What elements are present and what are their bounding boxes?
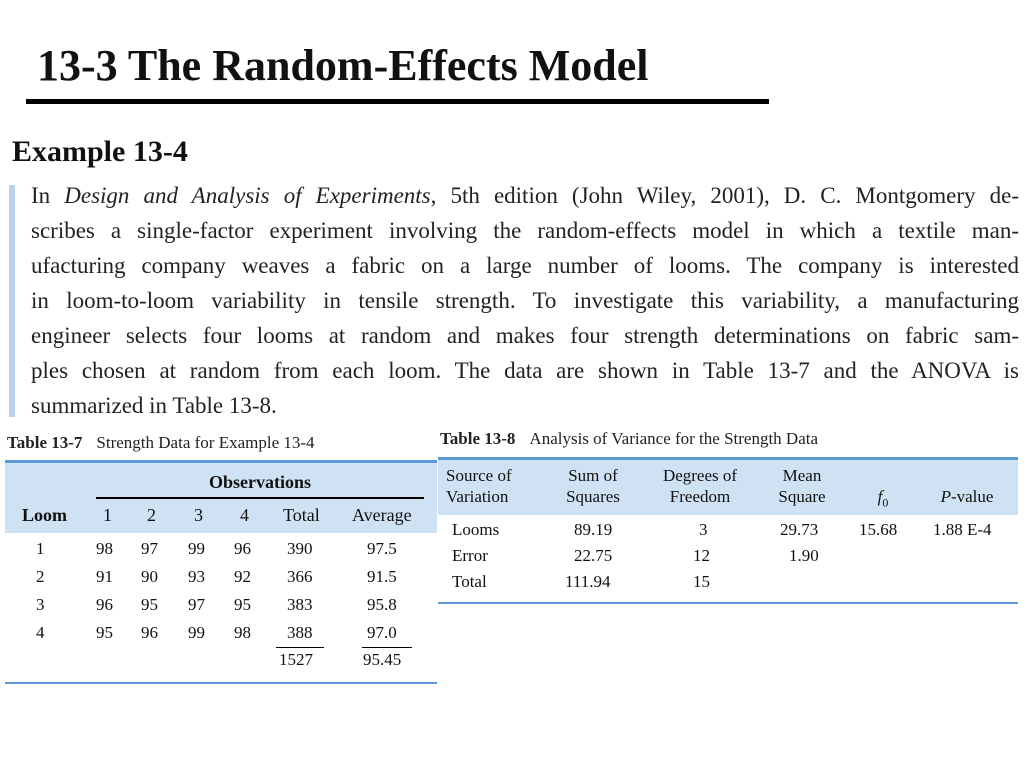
title-underline: [26, 99, 769, 104]
table7-header-obs2: 2: [147, 505, 156, 525]
table7-cell: 95: [234, 595, 251, 614]
header-line: Mean: [782, 466, 822, 485]
f-symbol: f: [877, 487, 883, 506]
table7-cell: 90: [141, 567, 158, 586]
paragraph-line: ples chosen at random from each loom. The data are shown in Table 13-7 and the ANOVA is: [31, 358, 1019, 383]
table7-header-loom: Loom: [22, 505, 67, 525]
table8-cell: 111.94: [565, 572, 611, 591]
table8-cell: 12: [693, 546, 710, 565]
table8-cell: 29.73: [780, 520, 819, 539]
table7-grand-total: 1527: [279, 650, 313, 669]
p-symbol: P: [940, 487, 951, 506]
table7-header-total: Total: [283, 505, 320, 525]
table7-header-obs3: 3: [194, 505, 203, 525]
table7-cell: 96: [141, 623, 158, 642]
paragraph-line: engineer selects four looms at random and makes four strength determinations on fabric sam-: [31, 323, 1019, 348]
table8-cell: 1.88 E-4: [933, 520, 992, 539]
table7-cell: 92: [234, 567, 251, 586]
table8-cell: Total: [452, 572, 487, 591]
table7-cell: 95: [141, 595, 158, 614]
table7-header-obs4: 4: [240, 505, 249, 525]
table7-cell: 3: [36, 595, 45, 614]
table7-cell: 2: [36, 567, 45, 586]
table7-cell: 383: [287, 595, 313, 614]
table7-caption: [7, 432, 315, 454]
f-subscript: 0: [882, 495, 889, 510]
table7-cell: 97.0: [367, 623, 397, 642]
table7-cell: 98: [234, 623, 251, 642]
table7-total-rule: [276, 647, 324, 648]
table8-caption: [440, 428, 818, 450]
table7-group-header: Observations: [208, 472, 311, 492]
table7-cell: 97.5: [367, 539, 397, 558]
header-line: Squares: [566, 487, 620, 506]
table8-cell: 22.75: [574, 546, 613, 565]
table7-cell: 91.5: [367, 567, 397, 586]
book-title: Design and Analysis of Experiments: [64, 183, 431, 208]
example-heading: Example 13-4: [12, 135, 188, 168]
header-line: Degrees of: [662, 466, 738, 485]
paragraph-line: [31, 178, 1019, 213]
table7-group-rule: [96, 497, 424, 499]
table8-cell: Error: [452, 546, 488, 565]
table7-cell: 96: [234, 539, 251, 558]
table8-cell: Looms: [452, 520, 500, 539]
header-line: Variation: [446, 487, 509, 506]
header-line: Source of: [446, 466, 512, 485]
table7-cell: 97: [141, 539, 158, 558]
paragraph-text: In: [31, 183, 65, 208]
header-line: Freedom: [669, 487, 731, 506]
paragraph-line: ufacturing company weaves a fabric on a large number of looms. The company is interested: [31, 253, 1019, 278]
table7-caption-number: Table 13-7: [7, 433, 83, 452]
table7-header-average: Average: [352, 505, 412, 525]
table7-cell: 95: [96, 623, 113, 642]
table7-cell: 99: [188, 623, 205, 642]
table8-header-source: [446, 465, 538, 507]
table8-header-df: [648, 465, 752, 507]
table8-cell: 15.68: [859, 520, 898, 539]
table7-grand-average: 95.45: [363, 650, 402, 669]
header-line: Sum of: [568, 466, 618, 485]
p-label: -value: [950, 487, 994, 506]
table8-caption-number: Table 13-8: [440, 429, 516, 448]
table7-header-obs1: 1: [103, 505, 112, 525]
paragraph-line: in loom-to-loom variability in tensile strength. To investigate this variability, a manufacturing: [31, 288, 1019, 313]
table7-caption-text: Strength Data for Example 13-4: [96, 433, 315, 452]
table8-cell: 15: [693, 572, 710, 591]
table8-header-ms: [766, 465, 838, 507]
table7-cell: 390: [287, 539, 313, 558]
table7-cell: 95.8: [367, 595, 397, 614]
paragraph-line: summarized in Table 13-8.: [31, 393, 277, 418]
table8-cell: 3: [699, 520, 708, 539]
table8-header-ss: [555, 465, 631, 507]
table7-cell: 388: [287, 623, 313, 642]
table7-cell: 97: [188, 595, 205, 614]
table8-bottom-border: [438, 602, 1018, 604]
table7-cell: 96: [96, 595, 113, 614]
paragraph-text: , 5th edition (John Wiley, 2001), D. C. Montgomery de-: [430, 183, 1019, 208]
table7-cell: 1: [36, 539, 45, 558]
table8-cell: 1.90: [789, 546, 819, 565]
table8-header-f0: [871, 486, 895, 513]
table7-cell: 98: [96, 539, 113, 558]
table7-cell: 366: [287, 567, 313, 586]
table7-cell: 99: [188, 539, 205, 558]
table7-average-rule: [362, 647, 412, 648]
table7-bottom-border: [5, 682, 437, 684]
slide-title: 13-3 The Random-Effects Model: [37, 41, 649, 90]
table8-header-pvalue: [930, 486, 1004, 507]
table7-cell: 4: [36, 623, 45, 642]
paragraph-line: scribes a single-factor experiment involving the random-effects model in which a textile man-: [31, 218, 1019, 243]
header-line: Square: [778, 487, 826, 506]
table8-caption-text: Analysis of Variance for the Strength Data: [529, 429, 819, 448]
table7-cell: 91: [96, 567, 113, 586]
table8-cell: 89.19: [574, 520, 613, 539]
table7-cell: 93: [188, 567, 205, 586]
paragraph-accent-bar: [9, 185, 15, 417]
example-paragraph: [31, 178, 1019, 423]
